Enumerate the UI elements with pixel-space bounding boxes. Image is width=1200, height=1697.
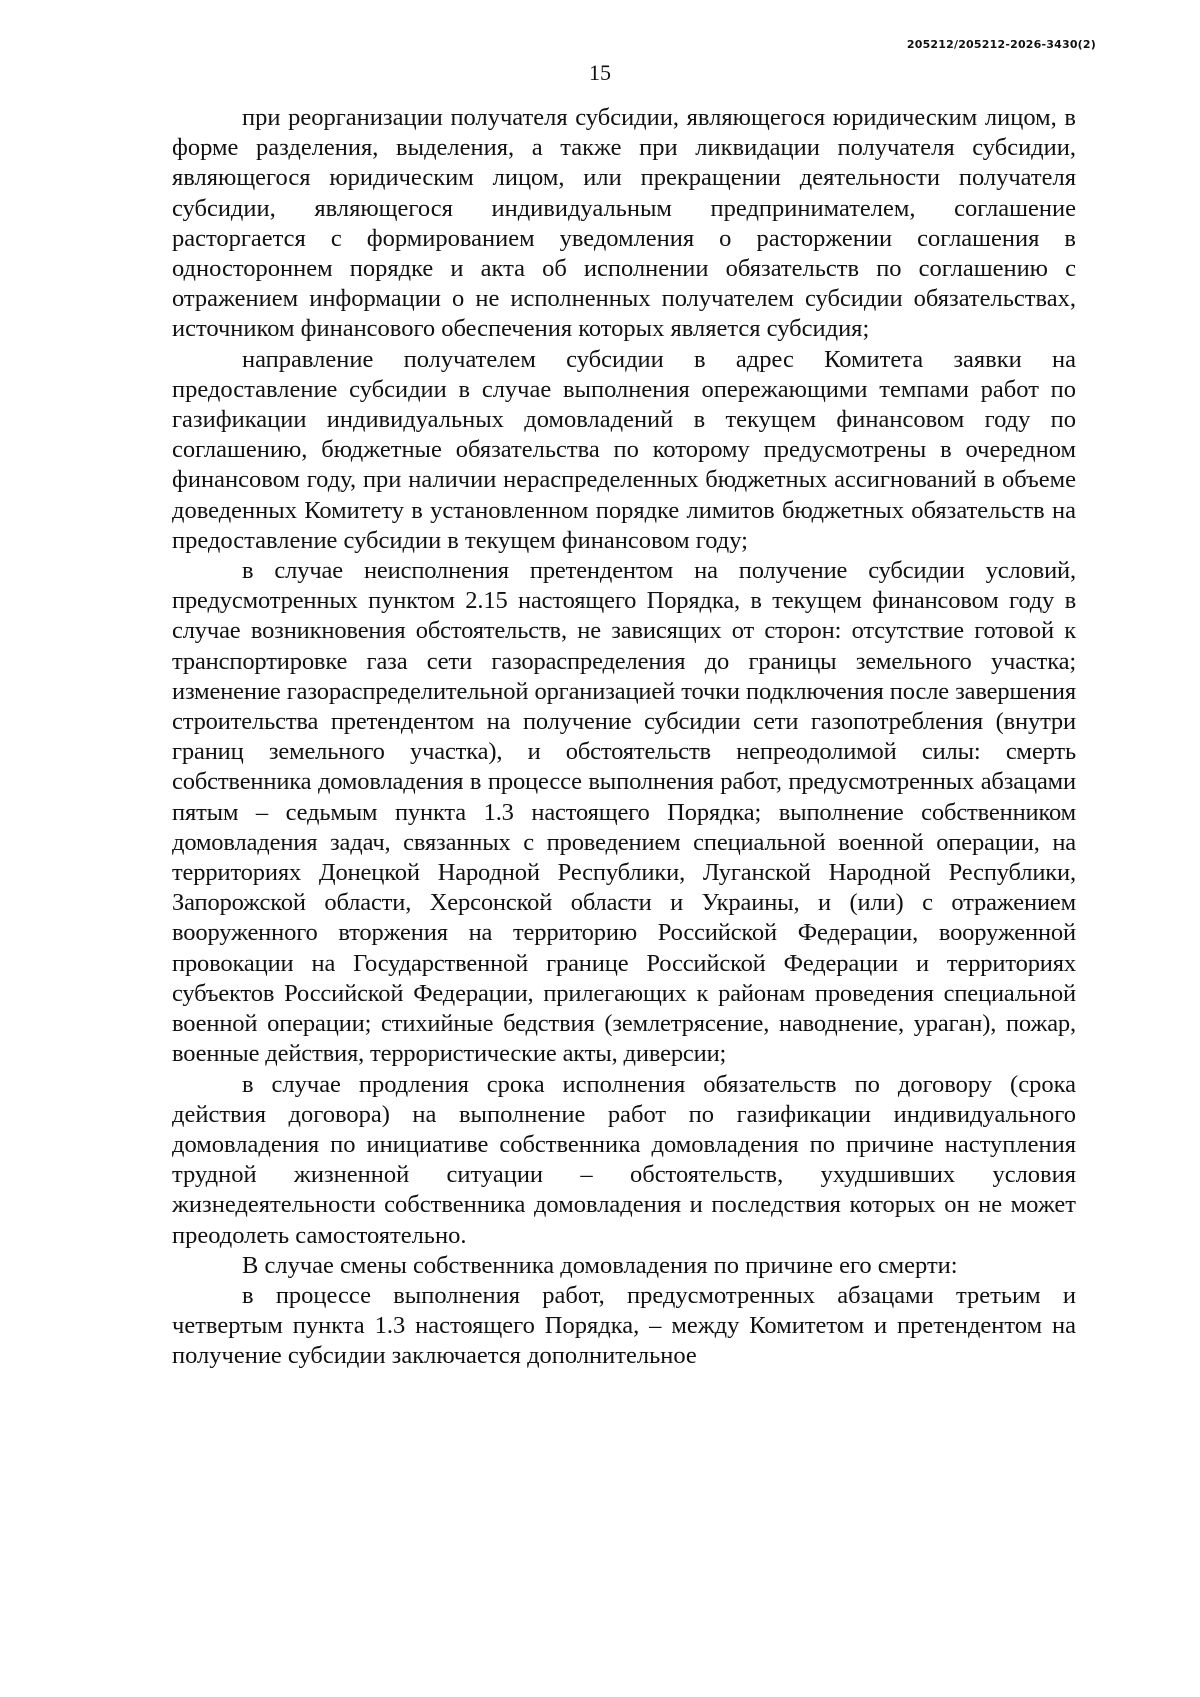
paragraph-owner-change: В случае смены собственника домовладения по причине его смерти: <box>242 1251 958 1279</box>
paragraph-works-in-progress: в процессе выполнения работ, предусмотренных абзацами третьим и четвертым пункта 1.3 настоящего Порядка, – между Комитетом и претендентом на получение субсидии заключается дополнительное <box>172 1281 1076 1370</box>
document-id: 205212/205212-2026-3430(2) <box>906 38 1096 51</box>
page-number: 15 <box>589 60 611 85</box>
paragraph-term-extension: в случае продления срока исполнения обязательств по договору (срока действия договора) на выполнение работ по газификации индивидуального домовладения по инициативе собственника домовладения по причине наступления трудной жизненной ситуации – обстоятельств, ухудшивших условия жизнедеятельности собственника домовладения и последствия которых он не может преодолеть самостоятельно. <box>172 1070 1076 1249</box>
document-body <box>172 103 1076 1372</box>
paragraph-application-direction: направление получателем субсидии в адрес Комитета заявки на предоставление субсидии в случае выполнения опережающими темпами работ по газификации индивидуальных домовладений в текущем финансовом году по соглашению, бюджетные обязательства по которому предусмотрены в очередном финансовом году, при наличии нераспределенных бюджетных ассигнований в объеме доведенных Комитету в установленном порядке лимитов бюджетных обязательств на предоставление субсидии в текущем финансовом году; <box>172 345 1076 554</box>
paragraph-reorganization: при реорганизации получателя субсидии, являющегося юридическим лицом, в форме разделения, выделения, а также при ликвидации получателя субсидии, являющегося юридическим лицом, или прекращении деятельности получателя субсидии, являющегося индивидуальным предпринимателем, соглашение расторгается с формированием уведомления о расторжении соглашения в одностороннем порядке и акта об исполнении обязательств по соглашению с отражением информации о не исполненных получателем субсидии обязательствах, источником финансового обеспечения которых является субсидия; <box>172 104 1076 343</box>
paragraph-nonfulfillment: в случае неисполнения претендентом на получение субсидии условий, предусмотренных пунктом 2.15 настоящего Порядка, в текущем финансовом году в случае возникновения обстоятельств, не зависящих от сторон: отсутствие готовой к транспортировке газа сети газораспределения до границы земельного участка; изменение газораспределительной организацией точки подключения после завершения строительства претендентом на получение субсидии сети газопотребления (внутри границ земельного участка), и обстоятельств непреодолимой силы: смерть собственника домовладения в процессе выполнения работ, предусмотренных абзацами пятым – седьмым пункта 1.3 настоящего Порядка; выполнение собственником домовладения задач, связанных с проведением специальной военной операции, на территориях Донецкой Народной Республики, Луганской Народной Республики, Запорожской области, Херсонской области и Украины, и (или) с отражением вооруженного вторжения на территорию Российской Федерации, вооруженной провокации на Государственной границе Российской Федерации и территориях субъектов Российской Федерации, прилегающих к районам проведения специальной военной операции; стихийные бедствия (землетрясение, наводнение, ураган), пожар, военные действия, террористические акты, диверсии; <box>172 557 1076 1068</box>
